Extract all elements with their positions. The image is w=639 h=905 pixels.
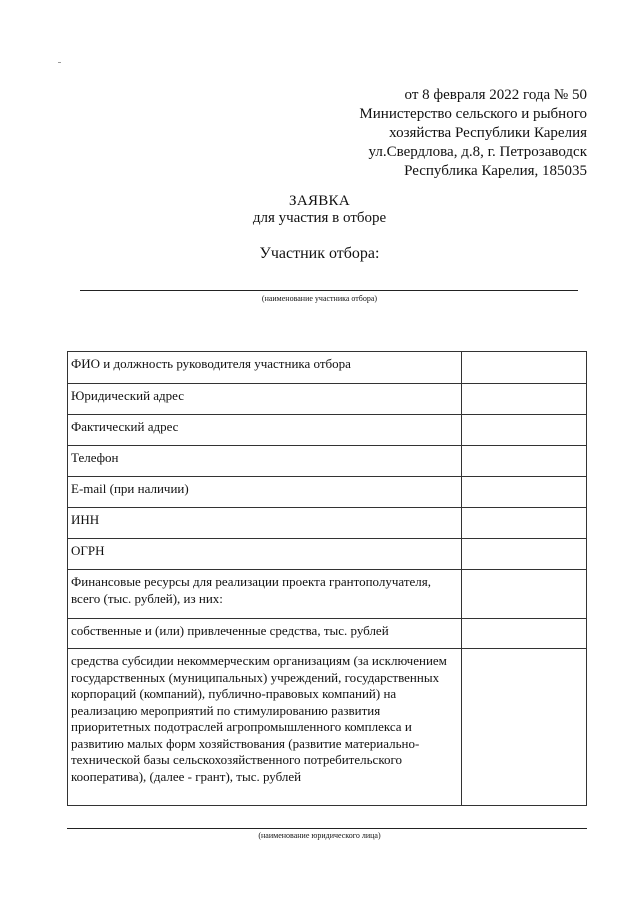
scan-speck bbox=[58, 62, 61, 63]
addressee-line: хозяйства Республики Карелия bbox=[389, 125, 587, 141]
row-value-field[interactable] bbox=[462, 649, 587, 806]
legal-entity-name-line bbox=[67, 828, 587, 829]
addressee-block bbox=[359, 86, 587, 181]
row-label: собственные и (или) привлеченные средства, тыс. рублей bbox=[68, 619, 462, 649]
row-label: E-mail (при наличии) bbox=[68, 477, 462, 508]
table-row bbox=[68, 649, 587, 806]
address-line: ул.Свердлова, д.8, г. Петрозаводск bbox=[368, 144, 587, 160]
table-row bbox=[68, 415, 587, 446]
row-value-field[interactable] bbox=[462, 446, 587, 477]
table-row bbox=[68, 477, 587, 508]
row-value-field[interactable] bbox=[462, 619, 587, 649]
row-value-field[interactable] bbox=[462, 415, 587, 446]
row-value-field[interactable] bbox=[462, 384, 587, 415]
table-row bbox=[68, 446, 587, 477]
row-label: Финансовые ресурсы для реализации проекта грантополучателя, всего (тыс. рублей), из них: bbox=[68, 570, 462, 619]
row-label: Фактический адрес bbox=[68, 415, 462, 446]
table-row bbox=[68, 619, 587, 649]
row-label: средства субсидии некоммерческим организациям (за исключением государственных (муниципальных) учреждений, государственных корпораций (компаний), публично-правовых компаний) на реализацию мероприятий по стимулированию развития приоритетных подотраслей агропромышленного комплекса и развитию малых форм хозяйствования (развитие материально-технической базы сельскохозяйственного потребительского кооператива), (далее - грант), тыс. рублей bbox=[68, 649, 462, 806]
row-value-field[interactable] bbox=[462, 508, 587, 539]
table-row bbox=[68, 539, 587, 570]
document-title: ЗАЯВКА bbox=[289, 193, 350, 209]
row-value-field[interactable] bbox=[462, 570, 587, 619]
application-table bbox=[67, 351, 587, 806]
table-row bbox=[68, 384, 587, 415]
date-number-line: от 8 февраля 2022 года № 50 bbox=[404, 87, 587, 103]
table-row bbox=[68, 508, 587, 539]
participant-name-line bbox=[80, 290, 578, 291]
row-value-field[interactable] bbox=[462, 352, 587, 384]
table-row bbox=[68, 352, 587, 384]
table-body bbox=[68, 352, 587, 806]
row-label: Телефон bbox=[68, 446, 462, 477]
address-line: Республика Карелия, 185035 bbox=[404, 163, 587, 179]
document-subtitle: для участия в отборе bbox=[252, 210, 387, 226]
participant-caption: (наименование участника отбора) bbox=[261, 294, 378, 303]
row-label: ОГРН bbox=[68, 539, 462, 570]
row-value-field[interactable] bbox=[462, 477, 587, 508]
row-label: ФИО и должность руководителя участника отбора bbox=[68, 352, 462, 384]
row-value-field[interactable] bbox=[462, 539, 587, 570]
addressee-line: Министерство сельского и рыбного bbox=[359, 106, 587, 122]
participant-heading: Участник отбора: bbox=[259, 245, 380, 262]
row-label: ИНН bbox=[68, 508, 462, 539]
table-row bbox=[68, 570, 587, 619]
legal-entity-caption: (наименование юридического лица) bbox=[258, 831, 381, 840]
row-label: Юридический адрес bbox=[68, 384, 462, 415]
